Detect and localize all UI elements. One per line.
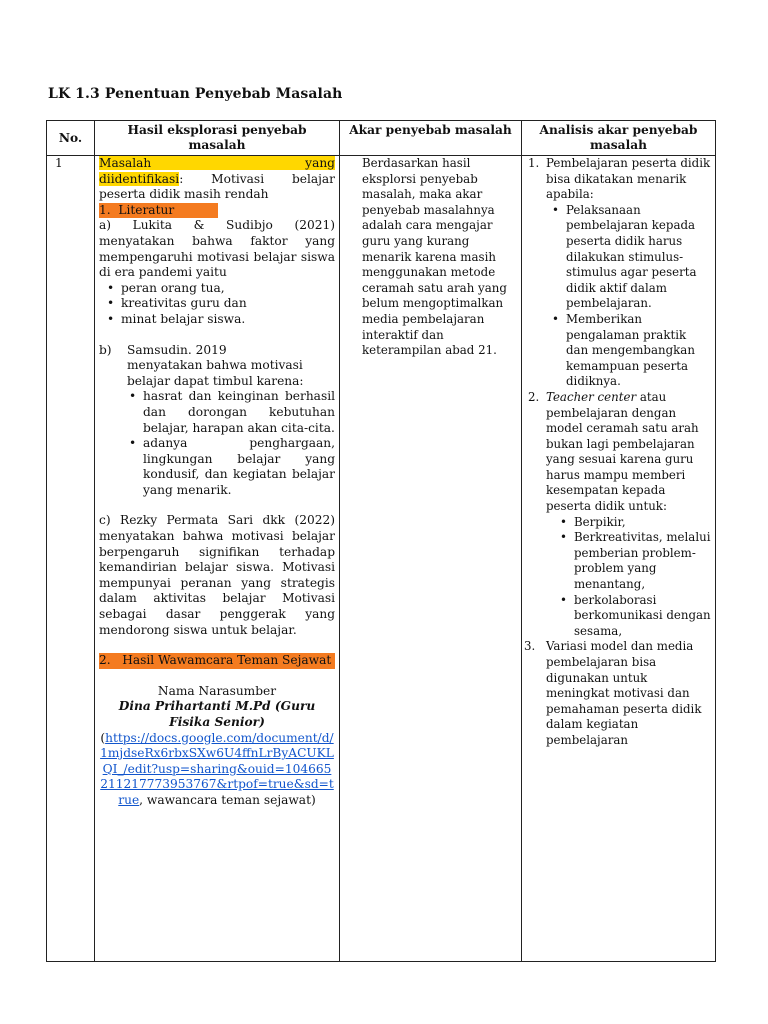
ref-b-text: menyatakan bahwa motivasi belajar dapat timbul karena: bbox=[127, 358, 304, 388]
row-number-cell bbox=[47, 156, 95, 962]
root-cause-text: Berdasarkan hasil eksplorsi penyebab masalah, maka akar penyebab masalahnya adalah cara mengajar guru yang kurang menarik karena masih menggunakan metode ceramah satu arah yang belum mengoptimalkan media pembelajaran interaktif dan keterampilan abad 21. bbox=[362, 156, 507, 358]
table-header-row bbox=[47, 121, 716, 156]
list-item: • hasrat dan keinginan berhasil dan dorongan kebutuhan belajar, harapan akan cita-cita. bbox=[143, 389, 335, 436]
list-item: • adanya penghargaan, lingkungan belajar yang kondusif, dan kegiatan belajar yang menarik. bbox=[143, 436, 335, 498]
ref-b-heading: b) Samsudin. 2019 bbox=[99, 342, 227, 357]
list-item: • Berpikir, bbox=[574, 515, 711, 531]
ref-c-text: c) Rezky Permata Sari dkk (2022) menyatakan bahwa motivasi belajar berpengaruh signifikan terhadap kemandirian belajar siswa. Motivasi mempunyai peranan yang strategis dalam aktivitas belajar Motivasi sebagai dasar penggerak yang mendorong siswa untuk belajar. bbox=[99, 513, 335, 637]
list-item: • kreativitas guru dan bbox=[121, 296, 335, 312]
wawancara-heading: 2. Hasil Wawamcara Teman Sejawat bbox=[99, 653, 335, 669]
root-cause-cell bbox=[340, 156, 522, 962]
list-item: • minat belajar siswa. bbox=[121, 312, 335, 328]
ref-a-list bbox=[99, 281, 335, 328]
table-row bbox=[47, 156, 716, 962]
ref-a-text: a) Lukita & Sudibjo (2021) menyatakan bahwa faktor yang mempengaruhi motivasi belajar siswa di era pandemi yaitu bbox=[99, 218, 335, 280]
list-item: • Berkreativitas, melalui pemberian problem-problem yang menantang, bbox=[574, 530, 711, 592]
exploration-cell bbox=[95, 156, 340, 962]
analysis-point-1-list bbox=[524, 203, 711, 390]
list-item: • Memberikan pengalaman praktik dan mengembangkan kemampuan peserta didiknya. bbox=[566, 312, 711, 390]
list-item: • peran orang tua, bbox=[121, 281, 335, 297]
interview-doc-link[interactable]: https://docs.google.com/document/d/1mjdseRx6rbxSXw6U4ffnLrByACUKLQI_/edit?usp=sharing&ouid=104665211217773953767&rtpof=true&sd=true bbox=[100, 730, 334, 807]
analysis-table bbox=[46, 120, 716, 962]
narasumber-label: Nama Narasumber bbox=[157, 683, 277, 698]
narasumber-name: Dina Prihartanti M.Pd (Guru Fisika Senior) bbox=[118, 699, 316, 729]
list-item: • berkolaborasi berkomunikasi dengan sesama, bbox=[574, 593, 711, 640]
analysis-point-2-list bbox=[524, 515, 711, 640]
teacher-center-term: Teacher center bbox=[546, 389, 637, 404]
analysis-point-3: 3. Variasi model dan media pembelajaran bisa digunakan untuk meningkat motivasi dan pemahaman peserta didik dalam kegiatan pembelajaran bbox=[524, 639, 702, 747]
analysis-cell bbox=[522, 156, 716, 962]
masalah-block: Masalah yang diidentifikasi: Motivasi belajar peserta didik masih rendah bbox=[99, 156, 335, 202]
masalah-text: Motivasi belajar peserta didik masih rendah bbox=[99, 171, 335, 202]
ref-b-list bbox=[99, 389, 335, 498]
interview-link-block: (https://docs.google.com/document/d/1mjdseRx6rbxSXw6U4ffnLrByACUKLQI_/edit?usp=sharing&ouid=104665211217773953767&rtpof=true&sd=true, wawancara teman sejawat) bbox=[100, 730, 334, 807]
document-title: LK 1.3 Penentuan Penyebab Masalah bbox=[48, 86, 343, 102]
literatur-heading: 1. Literatur bbox=[99, 203, 218, 219]
row-number: 1 bbox=[55, 156, 63, 170]
masalah-label: Masalah yang diidentifikasi bbox=[99, 156, 335, 186]
header-hasil-eksplorasi: Hasil eksplorasi penyebab masalah bbox=[95, 121, 340, 156]
analysis-point-2: 2. Teacher center atau pembelajaran dengan model ceramah satu arah bukan lagi pembelajaran yang sesuai karena guru harus mampu memberi kesempatan kepada peserta didik untuk: bbox=[528, 389, 699, 514]
header-no: No. bbox=[47, 121, 95, 156]
header-akar-penyebab: Akar penyebab masalah bbox=[340, 121, 522, 156]
list-item: • Pelaksanaan pembelajaran kepada peserta didik harus dilakukan stimulus-stimulus agar peserta didik aktif dalam pembelajaran. bbox=[566, 203, 711, 312]
analysis-point-1: 1. Pembelajaran peserta didik bisa dikatakan menarik apabila: bbox=[528, 156, 711, 202]
header-analisis: Analisis akar penyebab masalah bbox=[522, 121, 716, 156]
